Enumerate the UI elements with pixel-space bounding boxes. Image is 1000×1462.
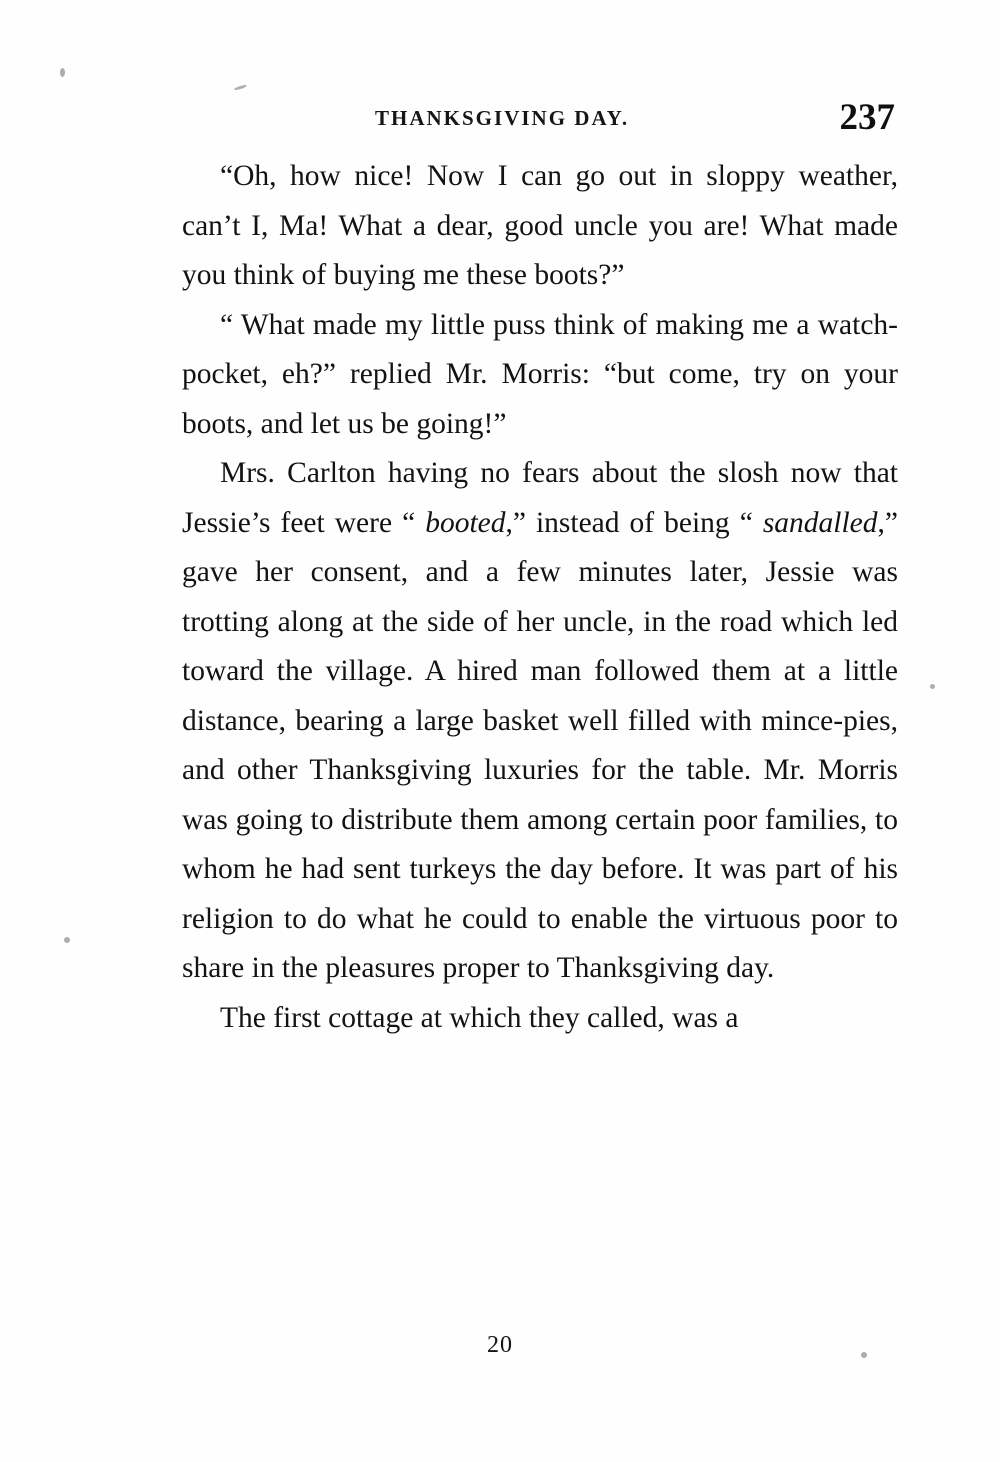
- scan-speck: [930, 684, 935, 689]
- paragraph: The first cottage at which they called, was a: [220, 1001, 739, 1034]
- italic-word: sandalled: [762, 506, 878, 539]
- scan-speck: [64, 937, 70, 943]
- page-number: 237: [839, 97, 895, 138]
- italic-word: booted: [425, 506, 506, 539]
- paragraph: Mrs. Carlton having no fears about the slosh now that Jessie’s feet were “ booted,” instead of being “ sandalled,” gave her consent, and a few minutes later, Jessie was trotting along at the side of her uncle, in the road which led toward the village. A hired man followed them at a little distance, bearing a large basket well filled with mince-pies, and other Thanksgiving luxuries for the table. Mr. Morris was going to distribute them among certain poor families, to whom he had sent turkeys the day before. It was part of his religion to do what he could to enable the virtuous poor to share in the pleasures proper to Thanksgiving day.: [182, 457, 898, 984]
- scan-speck: [60, 68, 65, 77]
- paragraph: “Oh, how nice! Now I can go out in sloppy weather, can’t I, Ma! What a dear, good uncle you are! What made you think of buying me these boots?”: [182, 160, 898, 291]
- page-body: [182, 152, 898, 1043]
- page-header: [185, 95, 895, 138]
- scan-speck: [234, 84, 247, 91]
- running-head: THANKSGIVING DAY.: [375, 106, 630, 130]
- paragraph: “ What made my little puss think of making me a watch-pocket, eh?” replied Mr. Morris: “but come, try on your boots, and let us be going!”: [182, 308, 898, 440]
- signature-mark: 20: [487, 1332, 513, 1358]
